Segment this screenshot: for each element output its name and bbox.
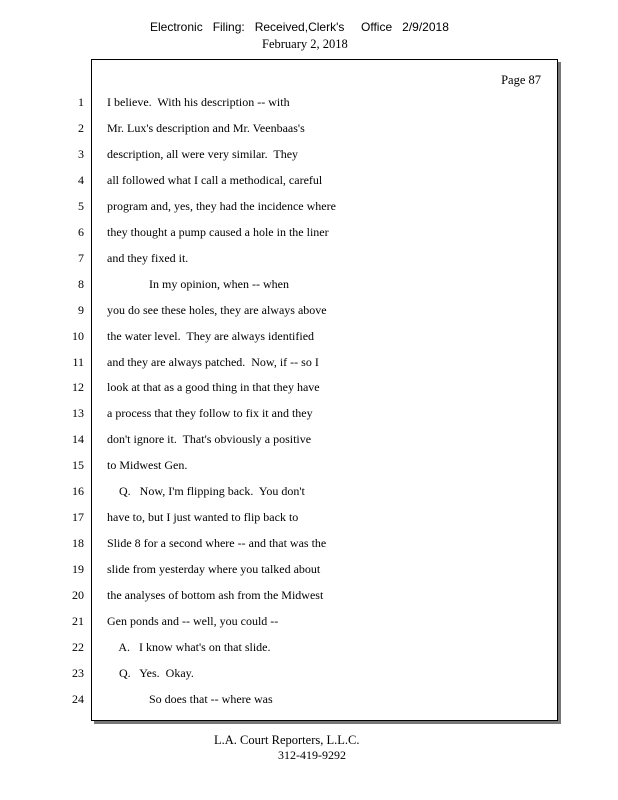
line-number: 23 [72, 665, 84, 680]
line-number: 1 [78, 95, 84, 109]
transcript-line: In my opinion, when -- when [107, 276, 289, 291]
transcript-line: Slide 8 for a second where -- and that was the [107, 536, 327, 551]
line-number: 9 [78, 302, 84, 317]
transcript-line: So does that -- where was [107, 691, 273, 706]
filing-date: February 2, 2018 [262, 37, 348, 51]
line-number: 17 [72, 510, 84, 525]
transcript-line: the analyses of bottom ash from the Midwest [107, 588, 324, 603]
page-number: Page 87 [501, 73, 541, 87]
transcript-line: Gen ponds and -- well, you could -- [107, 614, 279, 628]
line-number: 2 [78, 120, 84, 135]
transcript-line: Mr. Lux's description and Mr. Veenbaas's [107, 120, 305, 135]
transcript-line: A. I know what's on that slide. [107, 639, 271, 654]
line-number: 22 [72, 639, 84, 654]
line-number: 16 [72, 484, 84, 499]
transcript-line: the water level. They are always identified [107, 328, 315, 343]
transcript-line: Q. Yes. Okay. [107, 665, 194, 680]
transcript-line: I believe. With his description -- with [107, 95, 290, 109]
transcript-line: program and, yes, they had the incidence where [107, 198, 336, 213]
transcript-line: and they are always patched. Now, if -- so I [107, 354, 319, 369]
transcript-line: a process that they follow to fix it and they [107, 406, 313, 421]
line-number: 19 [72, 562, 84, 577]
line-number: 18 [72, 536, 84, 551]
line-number: 10 [72, 328, 84, 343]
reporter-company: L.A. Court Reporters, L.L.C. [214, 733, 360, 747]
line-number: 11 [72, 354, 84, 369]
transcript-line: all followed what I call a methodical, careful [107, 172, 323, 187]
line-number: 6 [78, 224, 84, 239]
line-number: 13 [72, 406, 84, 421]
line-number: 4 [78, 172, 84, 187]
line-number: 5 [78, 198, 84, 213]
filing-stamp: Electronic Filing: Received,Clerk's Office 2/9/2018 [150, 20, 449, 34]
line-number: 15 [72, 458, 84, 473]
reporter-phone: 312-419-9292 [278, 748, 346, 762]
line-number: 7 [78, 250, 84, 265]
transcript-line: description, all were very similar. They [107, 146, 299, 161]
transcript-line: Q. Now, I'm flipping back. You don't [107, 484, 305, 499]
transcript-line: to Midwest Gen. [107, 458, 188, 473]
transcript-line: don't ignore it. That's obviously a positive [107, 432, 312, 447]
transcript-line: they thought a pump caused a hole in the liner [107, 224, 329, 239]
transcript-line: slide from yesterday where you talked about [107, 562, 321, 577]
line-number: 14 [72, 432, 84, 447]
line-number: 8 [78, 276, 84, 291]
transcript-line: look at that as a good thing in that they have [107, 380, 320, 395]
transcript-line: have to, but I just wanted to flip back to [107, 510, 299, 525]
line-number: 24 [72, 691, 84, 706]
line-number: 20 [72, 588, 84, 603]
transcript-line: and they fixed it. [107, 250, 189, 265]
line-number: 12 [72, 380, 84, 395]
line-number: 21 [72, 614, 84, 628]
transcript-line: you do see these holes, they are always above [107, 302, 327, 317]
line-number: 3 [78, 146, 84, 161]
